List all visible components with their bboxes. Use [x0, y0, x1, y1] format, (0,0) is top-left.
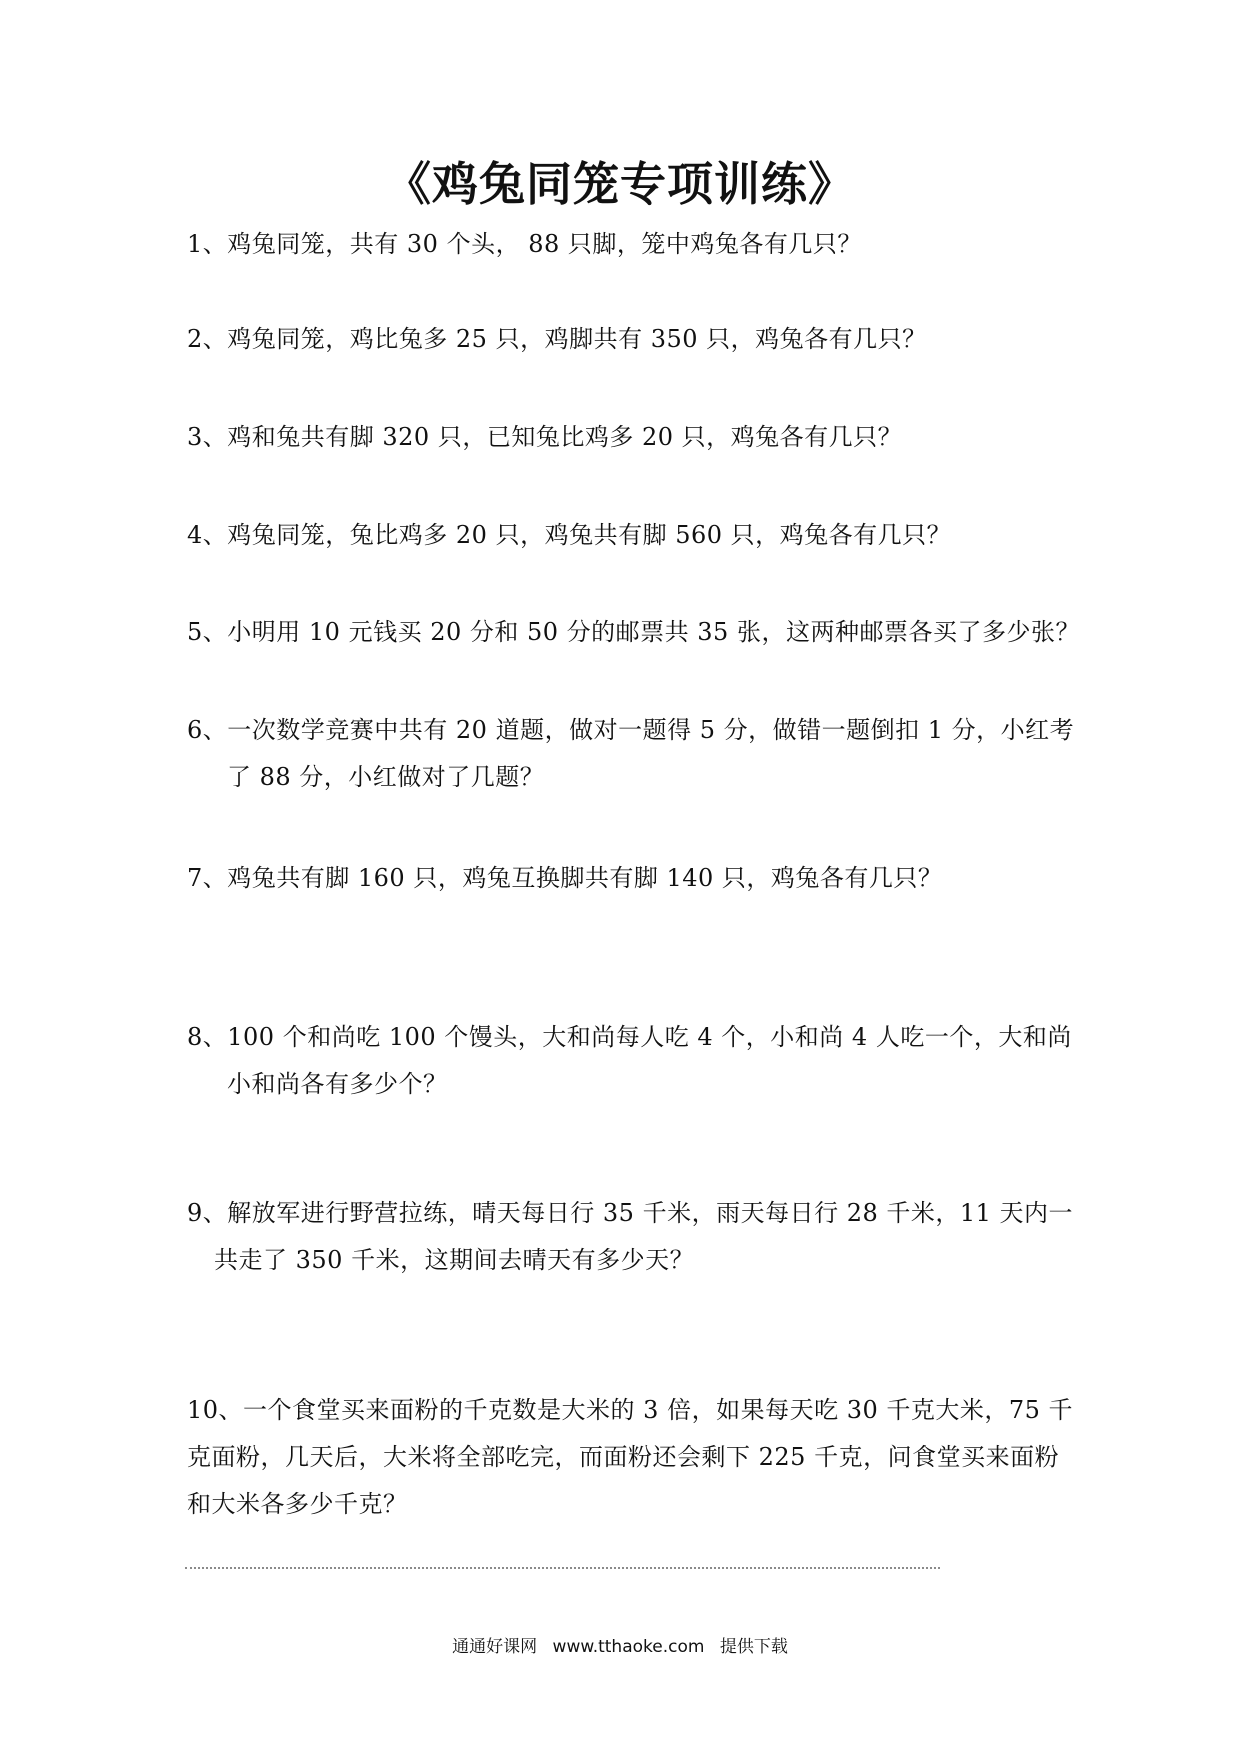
question-text: 8、100 个和尚吃 100 个馒头，大和尚每人吃 4 个，小和尚 4 人吃一个，大和尚 — [187, 1023, 1072, 1051]
question-text: 1、鸡兔同笼，共有 30 个头， 88 只脚，笼中鸡兔各有几只？ — [187, 230, 862, 258]
question-1 — [187, 221, 1067, 268]
question-text-continued: 和大米各多少千克？ — [187, 1490, 408, 1518]
question-text: 4、鸡兔同笼，兔比鸡多 20 只，鸡兔共有脚 560 只，鸡兔各有几只？ — [187, 521, 952, 549]
question-2 — [187, 316, 1067, 363]
question-text: 3、鸡和兔共有脚 320 只，已知兔比鸡多 20 只，鸡兔各有几只？ — [187, 423, 903, 451]
dotted-divider — [185, 1567, 940, 1569]
question-text-continued: 小和尚各有多少个？ — [227, 1070, 448, 1098]
question-6 — [187, 707, 1075, 801]
question-text: 7、鸡兔共有脚 160 只，鸡兔互换脚共有脚 140 只，鸡兔各有几只？ — [187, 864, 943, 892]
question-text-continued: 了 88 分，小红做对了几题？ — [227, 763, 545, 791]
footer-site-name: 通通好课网 — [452, 1637, 538, 1657]
question-text: 5、小明用 10 元钱买 20 分和 50 分的邮票共 35 张，这两种邮票各买了多少张？ — [187, 618, 1080, 646]
question-5 — [187, 609, 1080, 656]
question-text: 6、一次数学竞赛中共有 20 道题，做对一题得 5 分，做错一题倒扣 1 分，小红考 — [187, 716, 1075, 744]
question-9 — [187, 1190, 1074, 1284]
footer — [0, 1636, 1240, 1658]
question-10 — [187, 1387, 1074, 1528]
question-text: 10、一个食堂买来面粉的千克数是大米的 3 倍，如果每天吃 30 千克大米，75 千 — [187, 1396, 1074, 1424]
question-7 — [187, 855, 1067, 902]
question-text-continued: 共走了 350 千米，这期间去晴天有多少天？ — [214, 1246, 695, 1274]
question-8 — [187, 1014, 1072, 1108]
footer-url[interactable]: www.tthaoke.com — [552, 1637, 705, 1657]
page-title: 《鸡兔同笼专项训练》 — [385, 157, 855, 211]
question-4 — [187, 512, 1067, 559]
question-3 — [187, 414, 1067, 461]
question-text-continued: 克面粉，几天后，大米将全部吃完，而面粉还会剩下 225 千克，问食堂买来面粉 — [187, 1443, 1060, 1471]
question-text: 9、解放军进行野营拉练，晴天每日行 35 千米，雨天每日行 28 千米，11 天内一 — [187, 1199, 1074, 1227]
question-text: 2、鸡兔同笼，鸡比兔多 25 只，鸡脚共有 350 只，鸡兔各有几只？ — [187, 325, 927, 353]
footer-suffix: 提供下载 — [719, 1637, 788, 1657]
